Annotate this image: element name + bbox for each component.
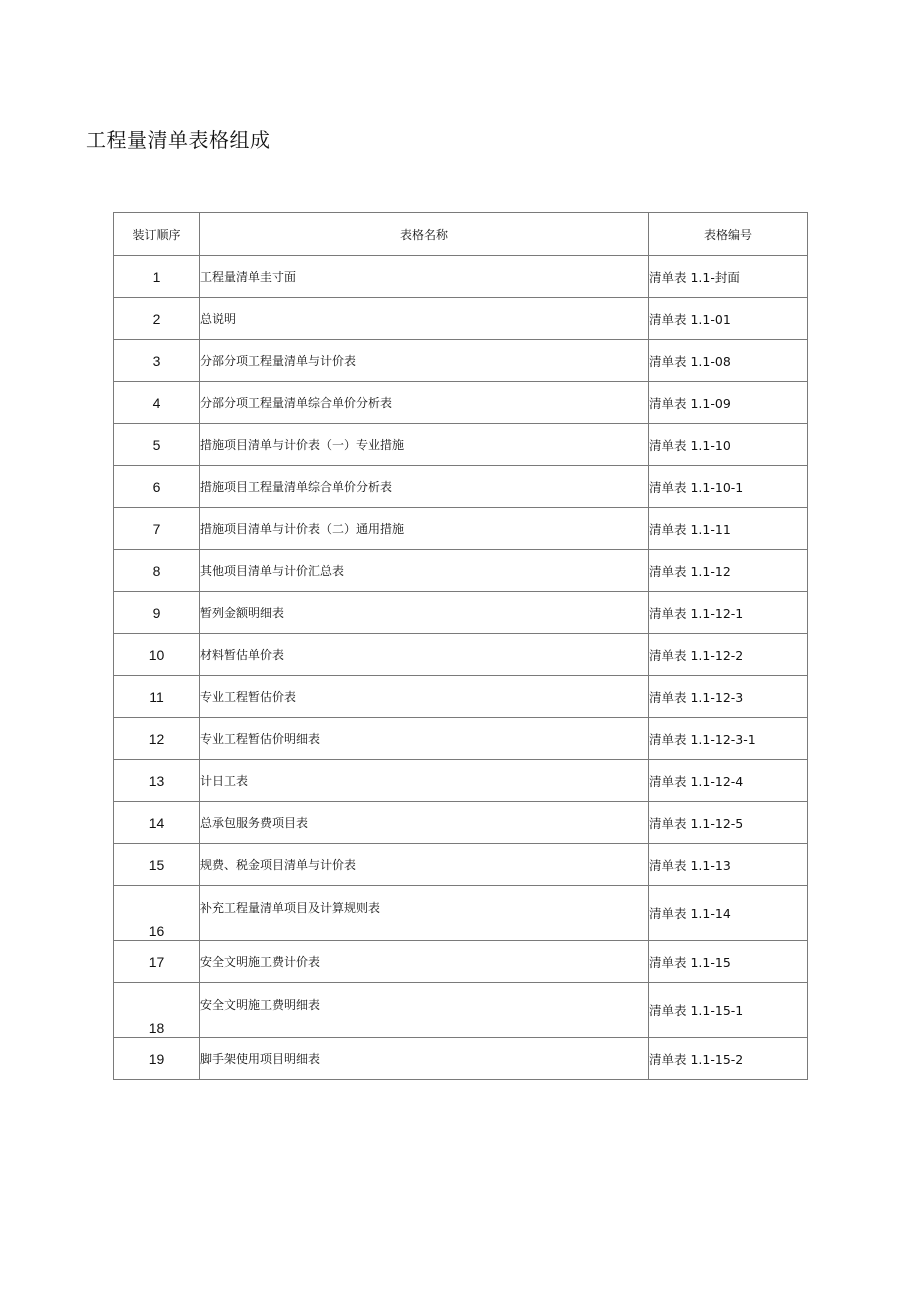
table-row (114, 941, 808, 983)
table-row (114, 676, 808, 718)
row-order: 17 (114, 941, 200, 983)
row-order: 9 (114, 592, 200, 634)
table-row (114, 844, 808, 886)
table-row (114, 424, 808, 466)
row-form-name: 专业工程暂估价表 (200, 676, 649, 718)
row-form-name: 计日工表 (200, 760, 649, 802)
form-list-table (113, 212, 808, 1080)
row-form-code: 清单表 1.1-01 (649, 298, 808, 340)
row-order: 12 (114, 718, 200, 760)
header-name: 表格名称 (200, 213, 649, 256)
row-order: 10 (114, 634, 200, 676)
row-form-code: 清单表 1.1-12 (649, 550, 808, 592)
row-order: 5 (114, 424, 200, 466)
row-order: 13 (114, 760, 200, 802)
row-order: 18 (114, 983, 200, 1038)
row-order: 6 (114, 466, 200, 508)
row-form-name: 补充工程量清单项目及计算规则表 (200, 886, 649, 941)
header-order: 装订顺序 (114, 213, 200, 256)
row-form-name: 暂列金额明细表 (200, 592, 649, 634)
row-form-name: 专业工程暂估价明细表 (200, 718, 649, 760)
table-row (114, 634, 808, 676)
row-form-name: 措施项目工程量清单综合单价分析表 (200, 466, 649, 508)
row-order: 15 (114, 844, 200, 886)
row-form-name: 措施项目清单与计价表（一）专业措施 (200, 424, 649, 466)
row-order: 1 (114, 256, 200, 298)
row-order: 8 (114, 550, 200, 592)
row-order: 14 (114, 802, 200, 844)
row-form-code: 清单表 1.1-15-2 (649, 1038, 808, 1080)
row-form-code: 清单表 1.1-10-1 (649, 466, 808, 508)
row-order: 16 (114, 886, 200, 941)
row-form-name: 措施项目清单与计价表（二）通用措施 (200, 508, 649, 550)
row-form-code: 清单表 1.1-14 (649, 886, 808, 941)
row-order: 4 (114, 382, 200, 424)
table-row (114, 256, 808, 298)
header-code: 表格编号 (649, 213, 808, 256)
row-form-name: 安全文明施工费计价表 (200, 941, 649, 983)
table-row (114, 983, 808, 1038)
row-order: 19 (114, 1038, 200, 1080)
row-order: 3 (114, 340, 200, 382)
row-form-name: 材料暂估单价表 (200, 634, 649, 676)
table-row (114, 382, 808, 424)
row-form-code: 清单表 1.1-封面 (649, 256, 808, 298)
table-header-row (114, 213, 808, 256)
table-row (114, 760, 808, 802)
row-form-code: 清单表 1.1-12-5 (649, 802, 808, 844)
row-form-name: 规费、税金项目清单与计价表 (200, 844, 649, 886)
table-row (114, 886, 808, 941)
table-row (114, 550, 808, 592)
row-order: 11 (114, 676, 200, 718)
row-form-code: 清单表 1.1-11 (649, 508, 808, 550)
table-row (114, 592, 808, 634)
row-form-name: 分部分项工程量清单与计价表 (200, 340, 649, 382)
row-form-code: 清单表 1.1-12-3 (649, 676, 808, 718)
row-form-code: 清单表 1.1-12-1 (649, 592, 808, 634)
table-row (114, 1038, 808, 1080)
row-form-name: 总承包服务费项目表 (200, 802, 649, 844)
row-form-code: 清单表 1.1-12-3-1 (649, 718, 808, 760)
table-body (114, 256, 808, 1080)
row-form-code: 清单表 1.1-13 (649, 844, 808, 886)
row-form-name: 其他项目清单与计价汇总表 (200, 550, 649, 592)
row-form-code: 清单表 1.1-15-1 (649, 983, 808, 1038)
row-form-code: 清单表 1.1-12-4 (649, 760, 808, 802)
table-row (114, 466, 808, 508)
table-row (114, 718, 808, 760)
row-order: 2 (114, 298, 200, 340)
row-form-name: 工程量清单圭寸面 (200, 256, 649, 298)
table-row (114, 340, 808, 382)
row-form-code: 清单表 1.1-12-2 (649, 634, 808, 676)
row-form-code: 清单表 1.1-08 (649, 340, 808, 382)
row-form-name: 安全文明施工费明细表 (200, 983, 649, 1038)
page-title: 工程量清单表格组成 (86, 128, 271, 152)
row-form-code: 清单表 1.1-10 (649, 424, 808, 466)
table-row (114, 508, 808, 550)
row-form-code: 清单表 1.1-15 (649, 941, 808, 983)
row-form-name: 总说明 (200, 298, 649, 340)
row-form-name: 分部分项工程量清单综合单价分析表 (200, 382, 649, 424)
row-order: 7 (114, 508, 200, 550)
row-form-name: 脚手架使用项目明细表 (200, 1038, 649, 1080)
table-row (114, 298, 808, 340)
row-form-code: 清单表 1.1-09 (649, 382, 808, 424)
table-row (114, 802, 808, 844)
